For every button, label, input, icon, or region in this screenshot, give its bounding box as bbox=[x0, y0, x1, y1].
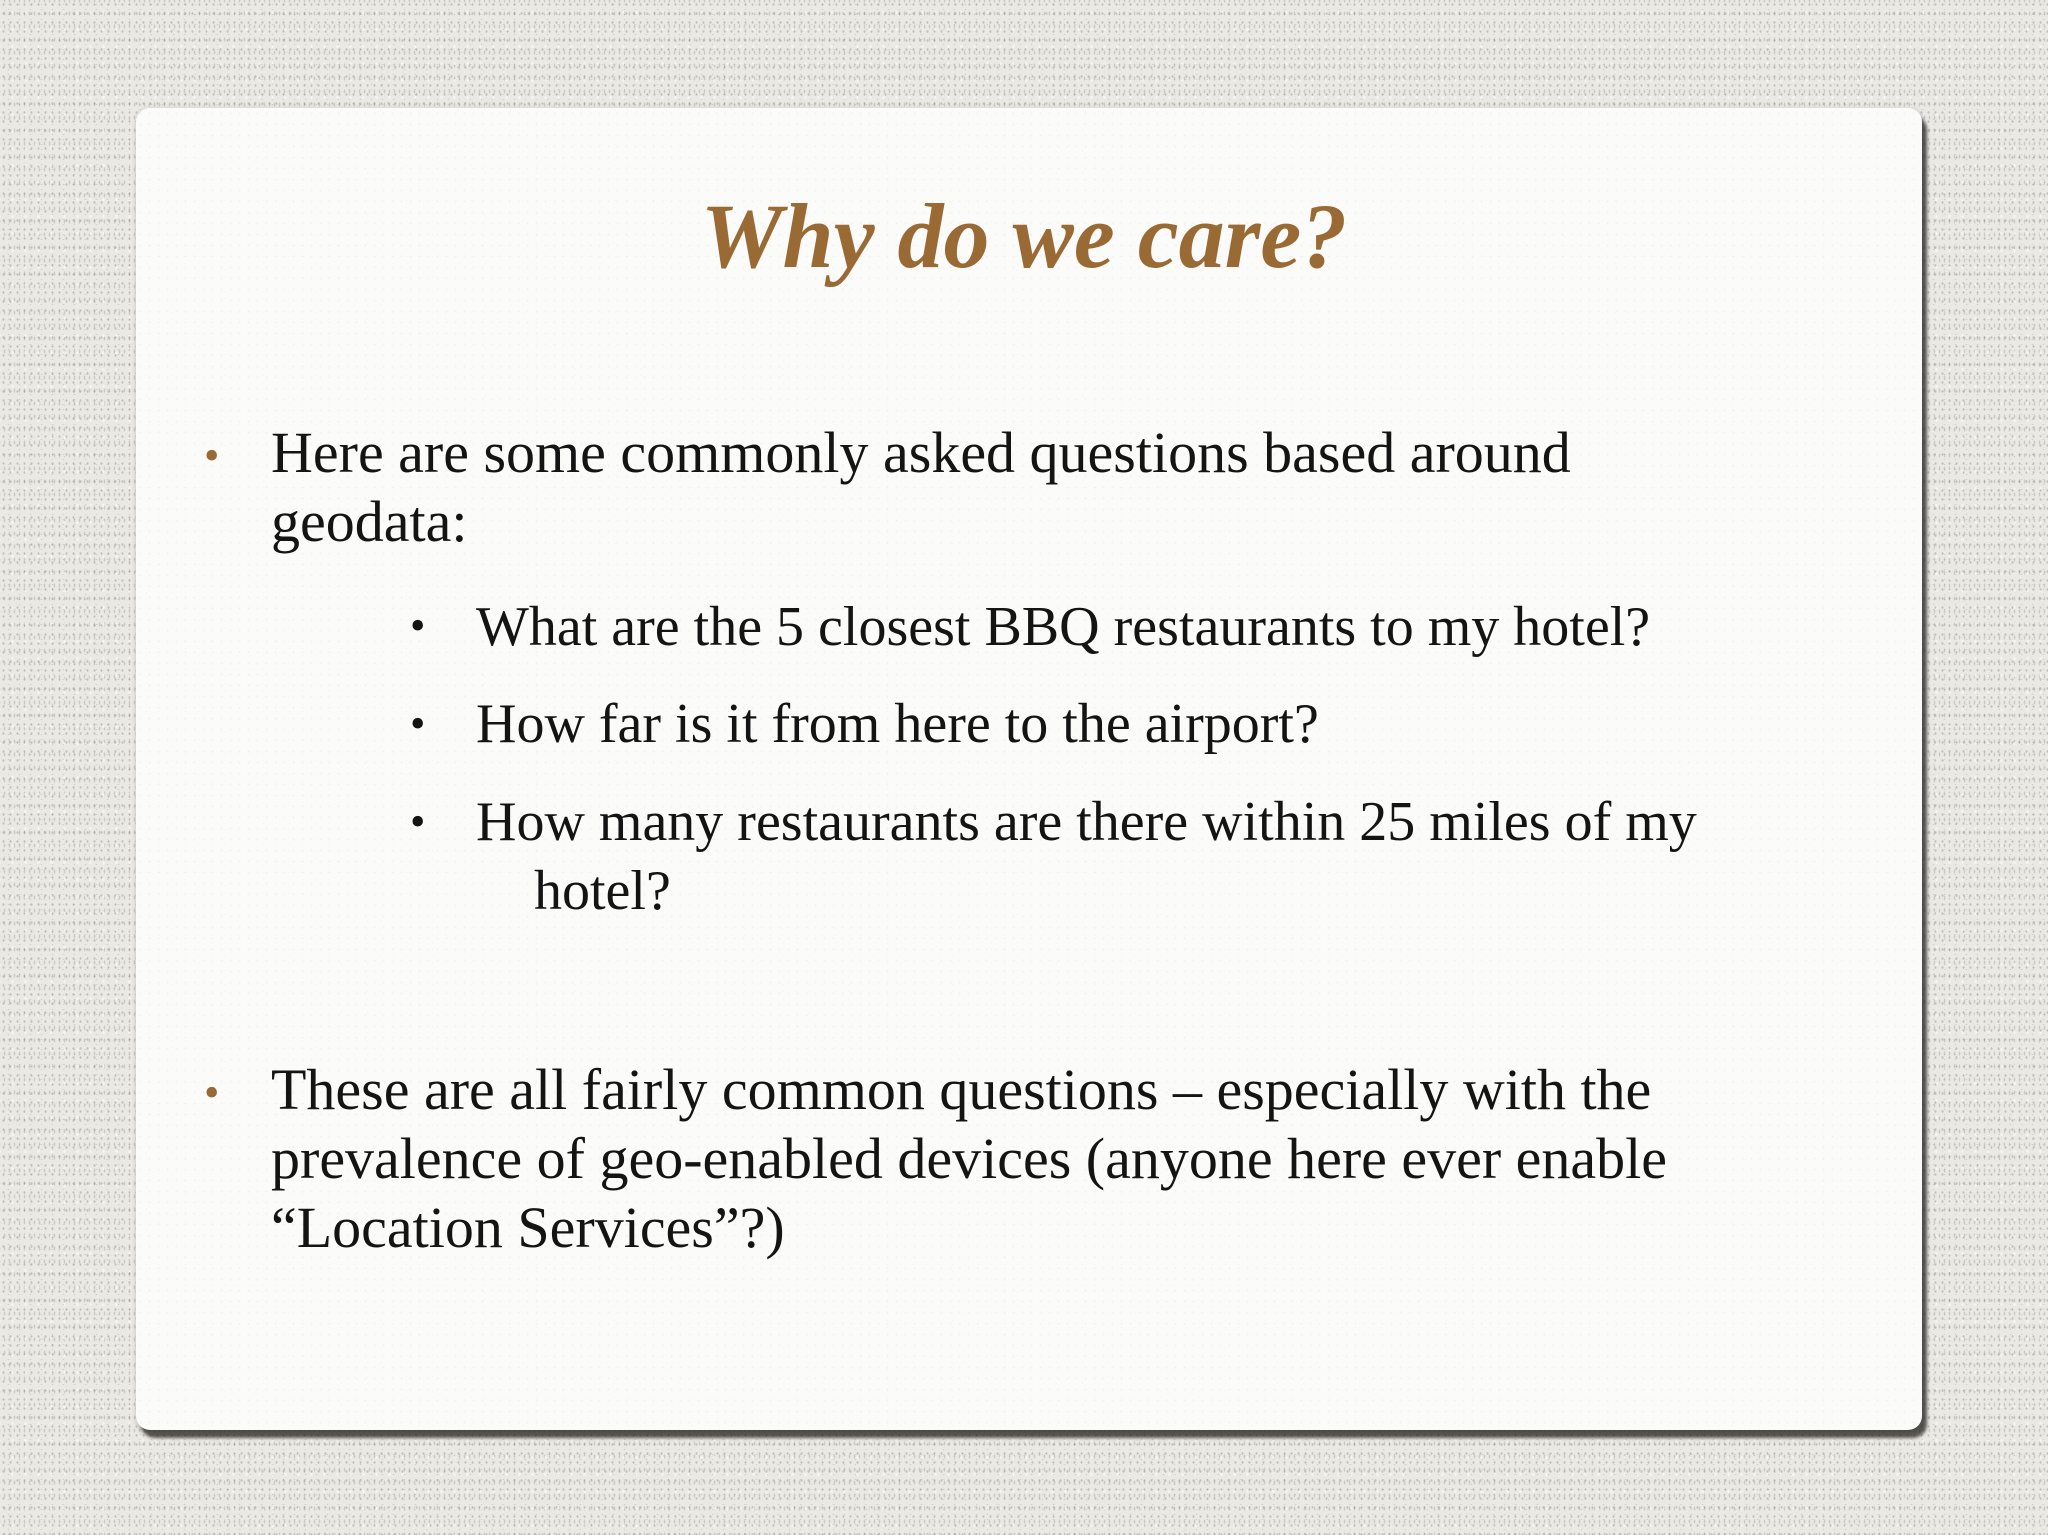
bullet-1-line-1: Here are some commonly asked questions based around bbox=[271, 420, 1571, 485]
sub-bullet-dot-icon: • bbox=[410, 601, 426, 650]
sub-bullet-dot-icon: • bbox=[410, 699, 426, 748]
slide-title: Why do we care? bbox=[700, 185, 1348, 287]
sub-bullet-dot-icon: • bbox=[410, 797, 426, 846]
bullet-2-line-3: “Location Services”?) bbox=[271, 1195, 785, 1260]
bullet-2-line-2: prevalence of geo-enabled devices (anyone here ever enable bbox=[271, 1126, 1668, 1191]
sub-bullet-3-line-1: How many restaurants are there within 25 miles of my bbox=[476, 791, 1697, 853]
bullet-2-line-1: These are all fairly common questions – especially with the bbox=[271, 1057, 1652, 1122]
sub-bullet-2-line-1: How far is it from here to the airport? bbox=[476, 693, 1319, 755]
sub-bullet-3-line-2: hotel? bbox=[534, 860, 671, 922]
sub-bullet-1-line-1: What are the 5 closest BBQ restaurants to my hotel? bbox=[476, 596, 1651, 658]
bullet-1-line-2: geodata: bbox=[271, 489, 468, 554]
bullet-dot-icon: • bbox=[204, 1068, 220, 1117]
bullet-dot-icon: • bbox=[204, 431, 220, 480]
